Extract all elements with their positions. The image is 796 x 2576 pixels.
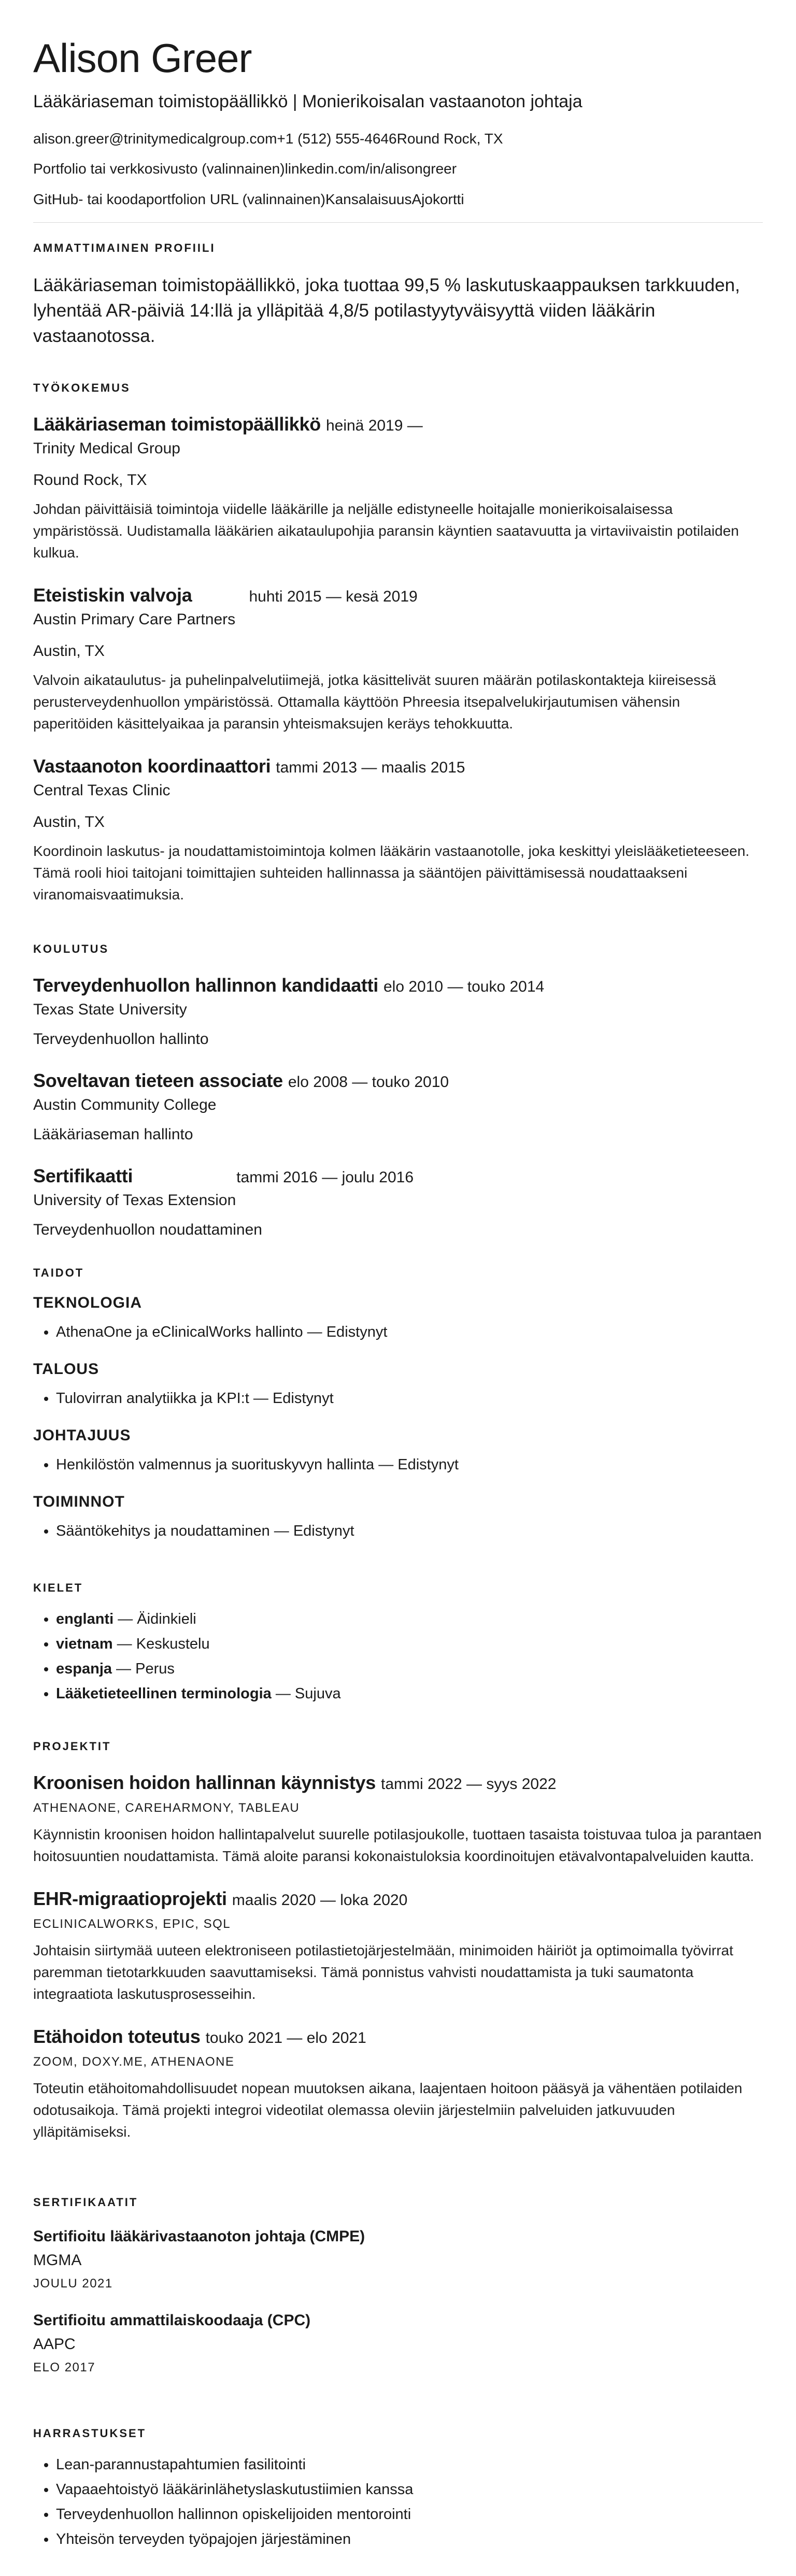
language-item bbox=[56, 1632, 763, 1657]
contact-row-extra bbox=[33, 190, 763, 209]
portfolio-label: Portfolio tai verkkosivusto (valinnainen) bbox=[33, 161, 285, 177]
candidate-name: Alison Greer bbox=[33, 35, 252, 81]
project-name: EHR-migraatioprojekti bbox=[33, 1888, 227, 1909]
skill-list bbox=[33, 1453, 763, 1478]
projects-heading: PROJEKTIT bbox=[33, 1740, 111, 1753]
degree-dates: tammi 2016 — joulu 2016 bbox=[236, 1169, 414, 1186]
skills-section bbox=[33, 1267, 763, 1543]
hobby-item: • Terveydenhuollon hallinnon opiskelijoiden mentorointi bbox=[56, 2502, 763, 2527]
language-level: — Perus bbox=[112, 1660, 175, 1677]
job-description: Koordinoin laskutus- ja noudattamistoimintoja kolmen lääkärin vastaanotolle, joka keskittyi yleislääketieteeseen. Tämä rooli hioi taitojani toimittajien suhteiden hallinnassa ja sääntöjen päivittämisessä noudattaakseni viranomaisvaatimuksia. bbox=[33, 843, 750, 903]
skill-group-title: TEKNOLOGIA bbox=[33, 1294, 142, 1311]
skill-item: • Sääntökehitys ja noudattaminen — Edistynyt bbox=[56, 1519, 763, 1544]
language-list bbox=[33, 1607, 763, 1706]
language-name: englanti bbox=[56, 1611, 114, 1627]
language-item bbox=[56, 1682, 763, 1707]
education-list bbox=[33, 975, 763, 1240]
education-entry bbox=[33, 975, 763, 1049]
project-dates: maalis 2020 — loka 2020 bbox=[232, 1892, 408, 1909]
linkedin-link[interactable]: linkedin.com/in/alisongreer bbox=[285, 161, 457, 177]
skill-list bbox=[33, 1320, 763, 1345]
project-entry bbox=[33, 2026, 763, 2143]
language-name: Lääketieteellinen terminologia bbox=[56, 1685, 272, 1702]
project-entry bbox=[33, 1888, 763, 2005]
study-field: Terveydenhuollon noudattaminen bbox=[33, 1221, 262, 1238]
contact-email[interactable]: alison.greer@trinitymedicalgroup.com bbox=[33, 130, 277, 147]
hobbies-section bbox=[33, 2428, 763, 2552]
projects-section bbox=[33, 1741, 763, 2164]
profile-summary: Lääkäriaseman toimistopäällikkö, joka tuottaa 99,5 % laskutuskaappauksen tarkkuuden, lyhentää AR-päiviä 14:llä ja ylläpitää 4,8/5 potilastyytyväisyyttä viiden lääkärin vastaanotossa. bbox=[33, 275, 740, 346]
skills-heading: TAIDOT bbox=[33, 1266, 84, 1279]
project-dates: touko 2021 — elo 2021 bbox=[205, 2029, 366, 2047]
project-description: Toteutin etähoitomahdollisuudet nopean muutoksen aikana, laajentaen hoitoon pääsyä ja vähentäen potilaiden odotusaikoja. Tämä projekti integroi videotilat olemassa oleviin järjestelmiin palveluiden jatkuvuuden ylläpitämiseksi. bbox=[33, 2080, 743, 2140]
profile-heading: AMMATTIMAINEN PROFIILI bbox=[33, 241, 216, 254]
skill-item: • AthenaOne ja eClinicalWorks hallinto — Edistynyt bbox=[56, 1320, 763, 1345]
skill-item: • Tulovirran analytiikka ja KPI:t — Edistynyt bbox=[56, 1386, 763, 1411]
contact-location: Round Rock, TX bbox=[396, 130, 503, 147]
job-description: Valvoin aikataulutus- ja puhelinpalvelutiimejä, jotka käsittelivät suuren määrän potilaskontakteja kiireisessä perusterveydenhuollon ympäristössä. Ottamalla käyttöön Phreesia itsepalvelukirjautumisen vähensin paperitöiden käsittelyaikaa ja paransin yhteismaksujen keräys tehokkuutta. bbox=[33, 672, 716, 732]
job-title: Lääkäriaseman toimistopäällikkö bbox=[33, 413, 321, 435]
project-entry bbox=[33, 1772, 763, 1867]
contact-phone[interactable]: +1 (512) 555-4646 bbox=[277, 130, 397, 147]
job-dates: huhti 2015 — kesä 2019 bbox=[249, 588, 418, 605]
job-location: Austin, TX bbox=[33, 642, 105, 660]
certification-issuer: AAPC bbox=[33, 2336, 76, 2353]
school-name: Texas State University bbox=[33, 1001, 187, 1018]
job-dates: heinä 2019 — bbox=[325, 417, 423, 434]
study-field: Lääkäriaseman hallinto bbox=[33, 1126, 193, 1143]
project-tags: ECLINICALWORKS, EPIC, SQL bbox=[33, 1917, 231, 1931]
experience-entry bbox=[33, 755, 763, 906]
job-description: Johdan päivittäisiä toimintoja viidelle lääkärille ja neljälle edistyneelle hoitajalle monierikoisalaisessa ympäristössä. Uudistamalla lääkärien aikataulupohjia paransin käyntien saatavuutta ja virtaviivaistin potilaiden kulkua. bbox=[33, 501, 739, 561]
skill-list bbox=[33, 1386, 763, 1411]
experience-entry bbox=[33, 413, 763, 564]
skill-item: • Henkilöstön valmennus ja suorituskyvyn hallinta — Edistynyt bbox=[56, 1453, 763, 1478]
experience-list bbox=[33, 413, 763, 906]
certification-entry bbox=[33, 2312, 763, 2375]
language-item bbox=[56, 1657, 763, 1682]
school-name: Austin Community College bbox=[33, 1096, 217, 1113]
certification-date: JOULU 2021 bbox=[33, 2277, 113, 2291]
job-title: Eteistiskin valvoja bbox=[33, 584, 192, 606]
job-dates: tammi 2013 — maalis 2015 bbox=[276, 759, 465, 776]
project-name: Kroonisen hoidon hallinnan käynnistys bbox=[33, 1772, 376, 1793]
language-level: — Sujuva bbox=[271, 1685, 341, 1702]
job-title: Vastaanoton koordinaattori bbox=[33, 755, 271, 777]
job-company: Central Texas Clinic bbox=[33, 782, 170, 799]
certification-issuer: MGMA bbox=[33, 2252, 82, 2269]
education-entry bbox=[33, 1165, 763, 1240]
skill-list bbox=[33, 1519, 763, 1544]
certification-entry bbox=[33, 2228, 763, 2291]
experience-section bbox=[33, 382, 763, 926]
hobbies-heading: HARRASTUKSET bbox=[33, 2427, 147, 2440]
education-heading: KOULUTUS bbox=[33, 942, 109, 955]
skills-groups bbox=[33, 1294, 763, 1543]
citizenship-label: Kansalaisuus bbox=[325, 191, 412, 207]
resume-header bbox=[33, 0, 763, 223]
license-label: Ajokortti bbox=[411, 191, 464, 207]
job-company: Austin Primary Care Partners bbox=[33, 611, 236, 628]
project-name: Etähoidon toteutus bbox=[33, 2026, 201, 2047]
candidate-headline: Lääkäriaseman toimistopäällikkö | Monierikoisalan vastaanoton johtaja bbox=[33, 91, 582, 111]
degree-title: Terveydenhuollon hallinnon kandidaatti bbox=[33, 975, 378, 996]
project-description: Johtaisin siirtymää uuteen elektroniseen potilastietojärjestelmään, minimoiden häiriöt ja optimoimalla työvirrat paremman tietotarkkuuden saavuttamiseksi. Tämä ponnistus vahvisti noudattamista ja tuki saumatonta integraatiota laskutusprosesseihin. bbox=[33, 1942, 733, 2002]
language-name: espanja bbox=[56, 1660, 112, 1677]
languages-section bbox=[33, 1582, 763, 1706]
degree-dates: elo 2008 — touko 2010 bbox=[288, 1074, 449, 1091]
school-name: University of Texas Extension bbox=[33, 1192, 236, 1209]
degree-title: Soveltavan tieteen associate bbox=[33, 1070, 283, 1091]
hobby-item: • Vapaaehtoistyö lääkärinlähetyslaskutustiimien kanssa bbox=[56, 2478, 763, 2502]
certification-date: ELO 2017 bbox=[33, 2360, 96, 2374]
hobby-item: • Yhteisön terveyden työpajojen järjestäminen bbox=[56, 2527, 763, 2552]
skill-group-title: TOIMINNOT bbox=[33, 1493, 125, 1510]
project-description: Käynnistin kroonisen hoidon hallintapalvelut suurelle potilasjoukolle, tuottaen tasaista toistuvaa tuloa ja parantaen hoitosuuntien noudattamista. Tämä aloite paransi kokonaistuloksia koordinoitujen etävalvontapalveluiden kautta. bbox=[33, 1826, 762, 1864]
contact-row-links bbox=[33, 160, 763, 178]
profile-section bbox=[33, 242, 763, 349]
experience-entry bbox=[33, 584, 763, 735]
project-tags: ATHENAONE, CAREHARMONY, TABLEAU bbox=[33, 1801, 300, 1815]
project-tags: ZOOM, DOXY.ME, ATHENAONE bbox=[33, 2055, 235, 2069]
skill-group-title: JOHTAJUUS bbox=[33, 1426, 131, 1444]
certification-name: Sertifioitu ammattilaiskoodaaja (CPC) bbox=[33, 2312, 311, 2329]
language-level: — Keskustelu bbox=[112, 1635, 210, 1652]
language-item bbox=[56, 1607, 763, 1632]
certifications-heading: SERTIFIKAATIT bbox=[33, 2196, 138, 2209]
project-dates: tammi 2022 — syys 2022 bbox=[380, 1776, 557, 1793]
education-entry bbox=[33, 1070, 763, 1144]
skill-group-title: TALOUS bbox=[33, 1360, 100, 1378]
languages-heading: KIELET bbox=[33, 1581, 83, 1594]
degree-title: Sertifikaatti bbox=[33, 1165, 133, 1186]
job-company: Trinity Medical Group bbox=[33, 440, 180, 457]
project-list bbox=[33, 1772, 763, 2143]
experience-heading: TYÖKOKEMUS bbox=[33, 381, 131, 394]
degree-dates: elo 2010 — touko 2014 bbox=[383, 978, 545, 995]
certification-list bbox=[33, 2228, 763, 2375]
hobby-item: • Lean-parannustapahtumien fasilitointi bbox=[56, 2453, 763, 2478]
certification-name: Sertifioitu lääkärivastaanoton johtaja (CMPE) bbox=[33, 2228, 365, 2245]
hobby-list bbox=[33, 2453, 763, 2552]
job-location: Round Rock, TX bbox=[33, 471, 147, 489]
github-label: GitHub- tai koodaportfolion URL (valinnainen) bbox=[33, 191, 325, 207]
language-level: — Äidinkieli bbox=[113, 1611, 196, 1627]
language-name: vietnam bbox=[56, 1635, 113, 1652]
job-location: Austin, TX bbox=[33, 813, 105, 831]
study-field: Terveydenhuollon hallinto bbox=[33, 1031, 209, 1048]
certifications-section bbox=[33, 2197, 763, 2396]
contact-row-primary bbox=[33, 130, 763, 148]
education-section bbox=[33, 943, 763, 1261]
